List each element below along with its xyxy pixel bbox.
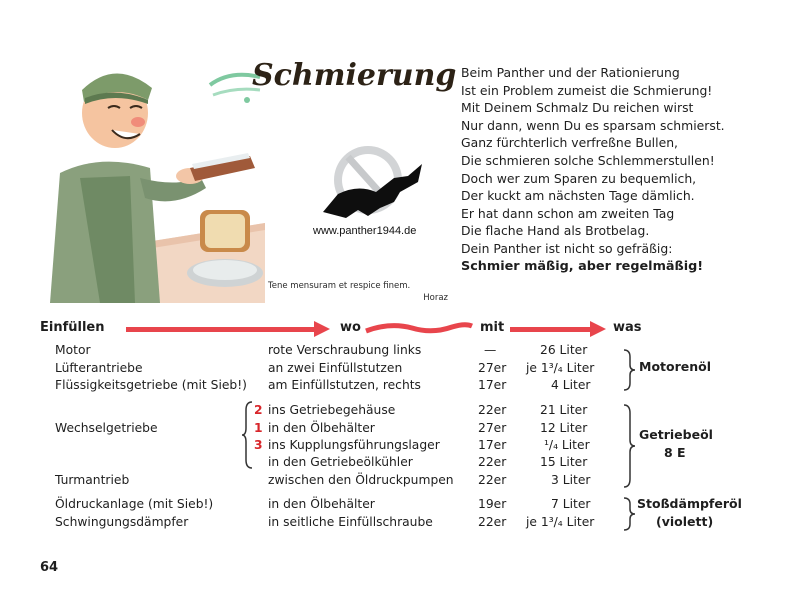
quote-author: Horaz xyxy=(423,293,448,303)
row-part: Wechselgetriebe xyxy=(55,421,158,435)
poem-line: Der kuckt am nächsten Tage dämlich. xyxy=(461,188,695,204)
group-getriebeoel-grade: 8 E xyxy=(664,445,686,460)
group-getriebeoel: Getriebeöl xyxy=(639,427,713,442)
row-amount: 3 Liter xyxy=(551,473,591,487)
poem-line: Er hat dann schon am zweiten Tag xyxy=(461,205,675,221)
poem xyxy=(461,64,791,275)
row-part: Öldruckanlage (mit Sieb!) xyxy=(55,497,214,511)
row-part: Flüssigkeitsgetriebe (mit Sieb!) xyxy=(55,378,247,392)
group-stossdaempferoel: Stoßdämpferöl xyxy=(637,496,742,511)
group-motorenoel: Motorenöl xyxy=(639,359,712,374)
row-amount: 26 Liter xyxy=(540,343,588,357)
row-where: ins Getriebegehäuse xyxy=(268,403,396,417)
row-where: zwischen den Öldruckpumpen xyxy=(268,473,454,487)
poem-line: Die schmieren solche Schlemmerstullen! xyxy=(461,152,715,168)
row-with: 27er xyxy=(478,421,507,435)
header-einfuellen: Einfüllen xyxy=(40,320,105,335)
poem-line: Nur dann, wenn Du es sparsam schmierst. xyxy=(461,117,725,133)
row-index: 2 xyxy=(254,403,263,417)
row-part: Lüfterantriebe xyxy=(55,361,143,375)
latin-quote xyxy=(268,280,448,304)
row-amount: je 1³/₄ Liter xyxy=(526,515,595,529)
poem-final-line: Schmier mäßig, aber regelmäßig! xyxy=(461,258,704,274)
row-with: 22er xyxy=(478,455,507,469)
row-index: 3 xyxy=(254,438,263,452)
row-where: in den Ölbehälter xyxy=(268,421,375,435)
watermark-url: www.panther1944.de xyxy=(313,225,417,237)
row-with: 17er xyxy=(478,378,507,392)
row-where: ins Kupplungsführungslager xyxy=(268,438,440,452)
row-amount: ¹/₄ Liter xyxy=(544,438,590,452)
row-with: 22er xyxy=(478,403,507,417)
row-amount: 21 Liter xyxy=(540,403,588,417)
poem-line: Dein Panther ist nicht so gefräßig: xyxy=(461,240,673,256)
row-where: in den Ölbehälter xyxy=(268,497,375,511)
row-amount: je 1³/₄ Liter xyxy=(526,361,595,375)
stossdaempfer-brace-icon xyxy=(622,496,636,532)
row-where: in seitliche Einfüllschraube xyxy=(268,515,433,529)
row-amount: 7 Liter xyxy=(551,497,591,511)
row-with: 19er xyxy=(478,497,507,511)
row-part: Motor xyxy=(55,343,91,357)
quote-text: Tene mensuram et respice finem. xyxy=(268,281,411,291)
row-with: 22er xyxy=(478,515,507,529)
row-amount: 4 Liter xyxy=(551,378,591,392)
row-with: — xyxy=(484,343,497,357)
header-wo: wo xyxy=(340,320,361,335)
row-with: 22er xyxy=(478,473,507,487)
getriebeoel-brace-icon xyxy=(622,403,636,489)
row-amount: 12 Liter xyxy=(540,421,588,435)
poem-line: Ganz fürchterlich verfreßne Bullen, xyxy=(461,135,678,151)
panther-logo-icon xyxy=(318,142,426,227)
poem-line: Ist ein Problem zumeist die Schmierung! xyxy=(461,82,713,98)
index-brace-icon xyxy=(242,400,254,470)
row-amount: 15 Liter xyxy=(540,455,588,469)
page-title: Schmierung xyxy=(252,58,457,93)
row-where: in den Getriebeölkühler xyxy=(268,455,413,469)
row-with: 27er xyxy=(478,361,507,375)
header-mit: mit xyxy=(480,320,505,335)
poem-line: Mit Deinem Schmalz Du reichen wirst xyxy=(461,100,694,116)
group-stossdaempferoel-color: (violett) xyxy=(656,514,714,529)
row-where: an zwei Einfüllstutzen xyxy=(268,361,403,375)
row-index: 1 xyxy=(254,421,263,435)
row-with: 17er xyxy=(478,438,507,452)
poem-line: Die flache Hand als Brotbelag. xyxy=(461,223,650,239)
page-number: 64 xyxy=(40,560,59,575)
row-where: am Einfüllstutzen, rechts xyxy=(268,378,421,392)
motorenoel-brace-icon xyxy=(622,348,636,392)
row-part: Turmantrieb xyxy=(55,473,130,487)
row-part: Schwingungsdämpfer xyxy=(55,515,189,529)
header-was: was xyxy=(613,320,642,335)
poem-line: Doch wer zum Sparen zu bequemlich, xyxy=(461,170,697,186)
row-where: rote Verschraubung links xyxy=(268,343,422,357)
poem-line: Beim Panther und der Rationierung xyxy=(461,65,680,80)
